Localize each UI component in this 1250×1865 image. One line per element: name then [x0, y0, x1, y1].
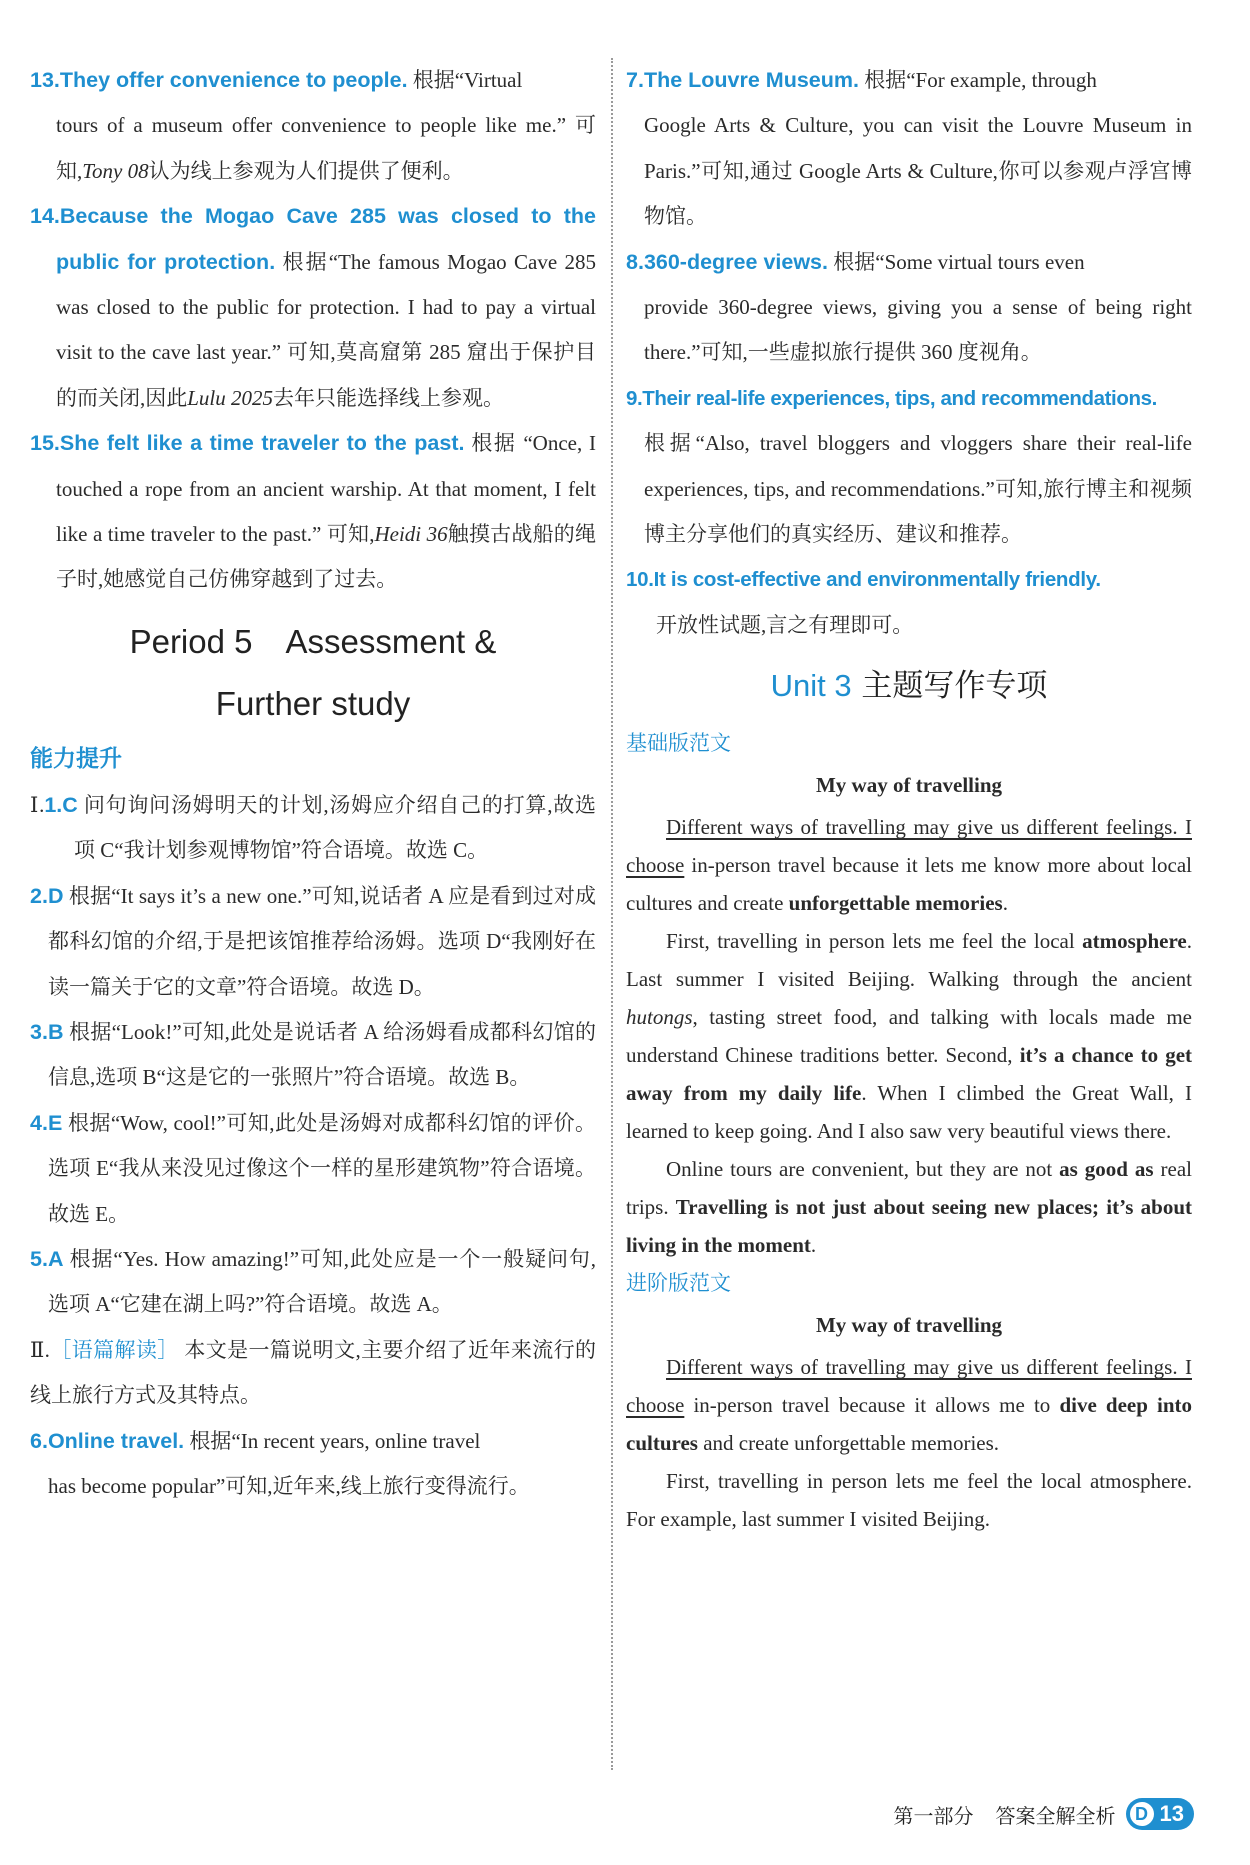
- advanced-essay-paragraph-2: First, travelling in person lets me feel the local atmosphere. For example, last summer I visited Beijing.: [626, 1469, 1192, 1532]
- item-answer: They offer convenience to people.: [59, 68, 408, 92]
- item-answer: A: [47, 1246, 64, 1271]
- item-number: 8.: [626, 249, 644, 274]
- answer-item-14: [30, 194, 596, 421]
- item-explanation: has become popular”可知,近年来,线上旅行变得流行。: [48, 1473, 530, 1498]
- user-name: Lulu 2025: [187, 385, 274, 410]
- essay-text: and create unforgettable memories.: [703, 1431, 1000, 1456]
- answer-item-15: [30, 421, 596, 603]
- item-explanation: 根据“Wow, cool!”可知,此处是汤姆对成都科幻馆的评价。选项 E“我从来没见过像这个一样的星形建筑物”符合语境。故选 E。: [48, 1110, 597, 1226]
- answer-item-10: [626, 557, 1192, 648]
- right-column: [626, 58, 1192, 1538]
- essay-text: . When I climbed the Great Wall, I learned to keep going. And I also saw very beautiful views there.: [626, 1081, 1193, 1144]
- item-tail: 触摸古战船的绳子时,她感觉自己仿佛穿越到了过去。: [56, 522, 596, 592]
- italic-word: hutongs: [626, 1005, 693, 1030]
- essay-text: Online tours are convenient, but they are not: [666, 1157, 1053, 1182]
- essay-text: .: [1002, 891, 1008, 916]
- part-2-tag: ［语篇解读］: [49, 1337, 179, 1362]
- item-explanation: Google Arts & Culture, you can visit the Louvre Museum in Paris.”可知,通过 Google Arts & Culture,你可以参观卢浮宫博物馆。: [644, 113, 1192, 229]
- key-phrase: Travelling is not just about seeing new places; it’s about living in the moment: [626, 1195, 1192, 1258]
- item-explanation: 根据“It says it’s a new one.”可知,说话者 A 应是看到过对成都科幻馆的介绍,于是把该馆推荐给汤姆。选项 D“我刚好在读一篇关于它的文章”符合语境。故选 D。: [48, 883, 597, 999]
- basic-essay-paragraph-3: [626, 1150, 1192, 1264]
- answer-item-7: [626, 58, 1192, 240]
- advanced-essay-title: My way of travelling: [815, 1313, 1003, 1338]
- basic-essay-paragraph-1: [626, 808, 1192, 922]
- period-title: [30, 611, 596, 735]
- item-lead: 根据“In recent years, online travel: [189, 1428, 481, 1453]
- essay-text: in-person travel because it allows me to: [693, 1393, 1051, 1418]
- item-answer: The Louvre Museum.: [643, 68, 859, 92]
- item-number: 5.: [30, 1246, 48, 1271]
- item-lead: 根据“For example, through: [864, 68, 1097, 92]
- item-answer: E: [47, 1110, 63, 1135]
- item-explanation: 问句询问汤姆明天的计划,汤姆应介绍自己的打算,故选项 C“我计划参观博物馆”符合语境。故选 C。: [74, 792, 597, 863]
- item-number: 13.: [30, 68, 60, 92]
- part-2-summary: 本文是一篇说明文,主要介绍了近年来流行的线上旅行方式及其特点。: [30, 1337, 597, 1408]
- part-2: [30, 1328, 596, 1419]
- item-lead: 根据“Some virtual tours even: [833, 249, 1085, 274]
- answer-item-4: [30, 1101, 596, 1237]
- item-number: 7.: [626, 68, 644, 92]
- unit-title: [626, 648, 1192, 724]
- badge-letter: D: [1130, 1802, 1154, 1826]
- essay-text: , tasting street food, and talking with locals made me understand Chinese traditions better. Second,: [626, 1005, 1192, 1068]
- item-number: 14.: [30, 204, 60, 229]
- page-badge: [1126, 1798, 1194, 1830]
- essay-text: First, travelling in person lets me feel the local: [666, 929, 1075, 954]
- basic-essay-heading: 基础版范文: [626, 731, 731, 756]
- item-number: 6.: [30, 1428, 48, 1453]
- underlined-opening: Different ways of travelling may give us different feelings. I choose: [626, 1355, 1192, 1418]
- essay-text: real trips.: [626, 1157, 1193, 1220]
- footer-section: 答案全解全析: [995, 1803, 1116, 1828]
- item-explanation: provide 360-degree views, giving you a sense of being right there.”可知,一些虚拟旅行提供 360 度视角。: [644, 295, 1192, 365]
- item-number: 3.: [30, 1019, 48, 1044]
- item-answer: Because the Mogao Cave 285 was closed to the public for protection.: [56, 204, 596, 274]
- answer-item-8: [626, 240, 1192, 376]
- item-explanation: 开放性试题,言之有理即可。: [656, 612, 914, 637]
- section-heading-ability: 能力提升: [30, 745, 122, 772]
- item-explanation: 根据“Also, travel bloggers and vloggers share their real-life experiences, tips, and recommendations.”可知,旅行博主和视频博主分享他们的真实经历、建议和推荐。: [644, 431, 1192, 547]
- answer-item-2: [30, 874, 596, 1010]
- column-divider: [611, 58, 613, 1770]
- item-lead: 根据: [471, 431, 517, 456]
- period-title-line-2: Further study: [215, 684, 411, 722]
- page-footer: [894, 1794, 1194, 1834]
- basic-essay-title: My way of travelling: [815, 773, 1003, 798]
- essay-text: .: [810, 1233, 817, 1258]
- key-phrase: dive deep into cultures: [626, 1393, 1193, 1456]
- answer-item-3: [30, 1010, 596, 1101]
- page-number: 13: [1159, 1801, 1184, 1826]
- item-number: 4.: [30, 1110, 48, 1135]
- item-number: 10.: [626, 568, 654, 592]
- item-answer: Their real-life experiences, tips, and recommendations.: [642, 386, 1157, 410]
- item-number: 15.: [30, 431, 60, 456]
- item-explanation: Mogao Cave 285 was closed to the public for protection. I had to pay a virtual visit to the cave last year.” 可知,莫高窟第 285 窟出于保护目的而关闭,因此: [56, 249, 596, 410]
- answer-item-5: [30, 1237, 596, 1328]
- essay-text: . Last summer I visited Beijing. Walking through the ancient: [626, 929, 1193, 992]
- part-1-label: Ⅰ.: [30, 792, 45, 817]
- user-name: Heidi 36: [374, 522, 448, 547]
- left-column: [30, 58, 596, 1509]
- key-phrase: as good as: [1059, 1157, 1154, 1182]
- advanced-essay-heading: 进阶版范文: [626, 1271, 731, 1296]
- item-explanation: tours of a museum offer convenience to people like me.” 可知,: [56, 113, 596, 183]
- item-tail: 认为线上参观为人们提供了便利。: [148, 158, 464, 183]
- answer-item-13: [30, 58, 596, 194]
- key-phrase: atmosphere: [1082, 929, 1187, 954]
- period-title-line-1: Period 5 Assessment &: [129, 622, 497, 660]
- item-answer: B: [47, 1019, 64, 1044]
- footer-part: 第一部分: [893, 1803, 974, 1828]
- item-answer: D: [47, 883, 64, 908]
- item-explanation: “Once, I touched a rope from an ancient warship. At that moment, I felt like a time traveler to the past.” 可知,: [56, 431, 597, 547]
- item-lead: 根据“Virtual: [412, 68, 523, 92]
- item-answer: It is cost-effective and environmentally friendly.: [653, 568, 1101, 592]
- unit-title-cn: 主题写作专项: [861, 668, 1048, 705]
- part-2-label: Ⅱ.: [30, 1337, 50, 1362]
- basic-essay-paragraph-2: [626, 922, 1192, 1150]
- key-phrase: unforgettable memories: [788, 891, 1003, 916]
- item-answer: C: [62, 792, 78, 817]
- unit-title-en: Unit 3: [770, 668, 852, 704]
- item-number: 2.: [30, 883, 48, 908]
- item-answer: She felt like a time traveler to the past.: [59, 431, 465, 456]
- key-phrase: it’s a chance to get away from my daily life: [626, 1043, 1193, 1106]
- item-explanation: 根据“Yes. How amazing!”可知,此处应是一个一般疑问句,选项 A“它建在湖上吗?”符合语境。故选 A。: [48, 1246, 597, 1317]
- item-answer: 360-degree views.: [643, 249, 828, 274]
- item-tail: 去年只能选择线上参观。: [273, 385, 505, 410]
- answer-item-9: [626, 376, 1192, 558]
- item-number: 9.: [626, 386, 643, 410]
- item-answer: Online travel.: [47, 1428, 185, 1453]
- user-name: Tony 08: [82, 158, 149, 183]
- item-number: 1.: [44, 792, 63, 817]
- item-lead: 根据“The famous: [282, 249, 440, 274]
- part-1: [30, 783, 596, 1328]
- essay-text: in-person travel because it lets me know more about local cultures and create: [626, 853, 1193, 916]
- item-explanation: 根据“Look!”可知,此处是说话者 A 给汤姆看成都科幻馆的信息,选项 B“这是它的一张照片”符合语境。故选 B。: [48, 1019, 597, 1090]
- underlined-opening: Different ways of travelling may give us different feelings. I choose: [626, 815, 1192, 878]
- answer-item-6: [30, 1419, 596, 1510]
- advanced-essay-paragraph-1: [626, 1348, 1192, 1462]
